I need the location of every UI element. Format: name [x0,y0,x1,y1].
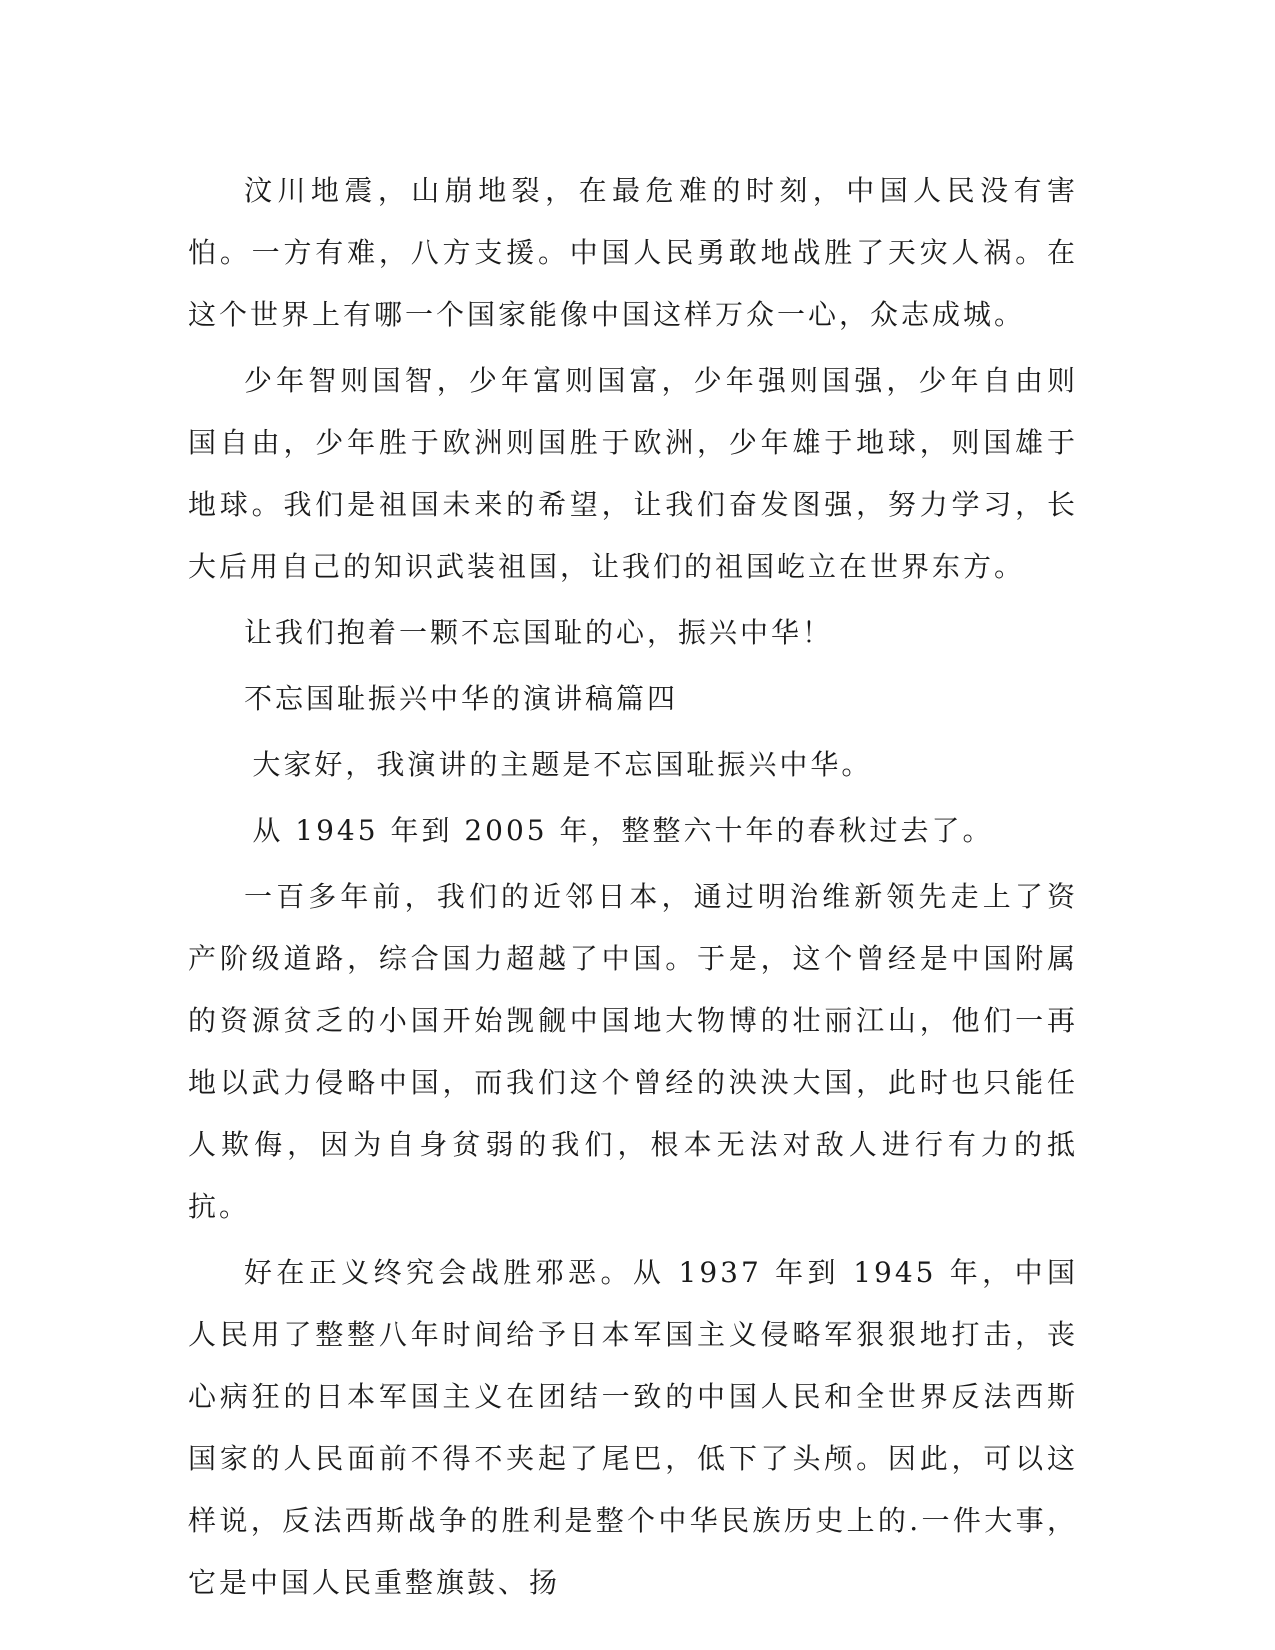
paragraph-history: 一百多年前，我们的近邻日本，通过明治维新领先走上了资产阶级道路，综合国力超越了中国。于是，这个曾经是中国附属的资源贫乏的小国开始觊觎中国地大物博的壮丽江山，他们一再地以武力侵略中国，而我们这个曾经的泱泱大国，此时也只能任人欺侮，因为自身贫弱的我们，根本无法对敌人进行有力的抵抗。 [188,880,1078,1223]
paragraph-sixty-years: 从 1945 年到 2005 年，整整六十年的春秋过去了。 [252,814,994,847]
paragraph-call-to-action: 让我们抱着一颗不忘国耻的心，振兴中华！ [244,616,834,649]
paragraph-youth-strong: 少年智则国智，少年富则国富，少年强则国强，少年自由则国自由，少年胜于欧洲则国胜于欧洲，少年雄于地球，则国雄于地球。我们是祖国未来的希望，让我们奋发图强，努力学习，长大后用自己的知识武装祖国，让我们的祖国屹立在世界东方。 [188,364,1078,583]
paragraph-justice: 好在正义终究会战胜邪恶。从 1937 年到 1945 年，中国人民用了整整八年时间给予日本军国主义侵略军狠狠地打击，丧心病狂的日本军国主义在团结一致的中国人民和全世界反法西斯国家的人民面前不得不夹起了尾巴，低下了头颅。因此，可以这样说，反法西斯战争的胜利是整个中华民族历史上的.一件大事，它是中国人民重整旗鼓、扬 [188,1256,1078,1599]
paragraph-wenchuan-earthquake: 汶川地震，山崩地裂，在最危难的时刻，中国人民没有害怕。一方有难，八方支援。中国人民勇敢地战胜了天灾人祸。在这个世界上有哪一个国家能像中国这样万众一心，众志成城。 [188,174,1078,331]
section-heading: 不忘国耻振兴中华的演讲稿篇四 [244,682,679,715]
paragraph-greeting: 大家好，我演讲的主题是不忘国耻振兴中华。 [252,748,873,781]
document-body [188,160,1078,1618]
